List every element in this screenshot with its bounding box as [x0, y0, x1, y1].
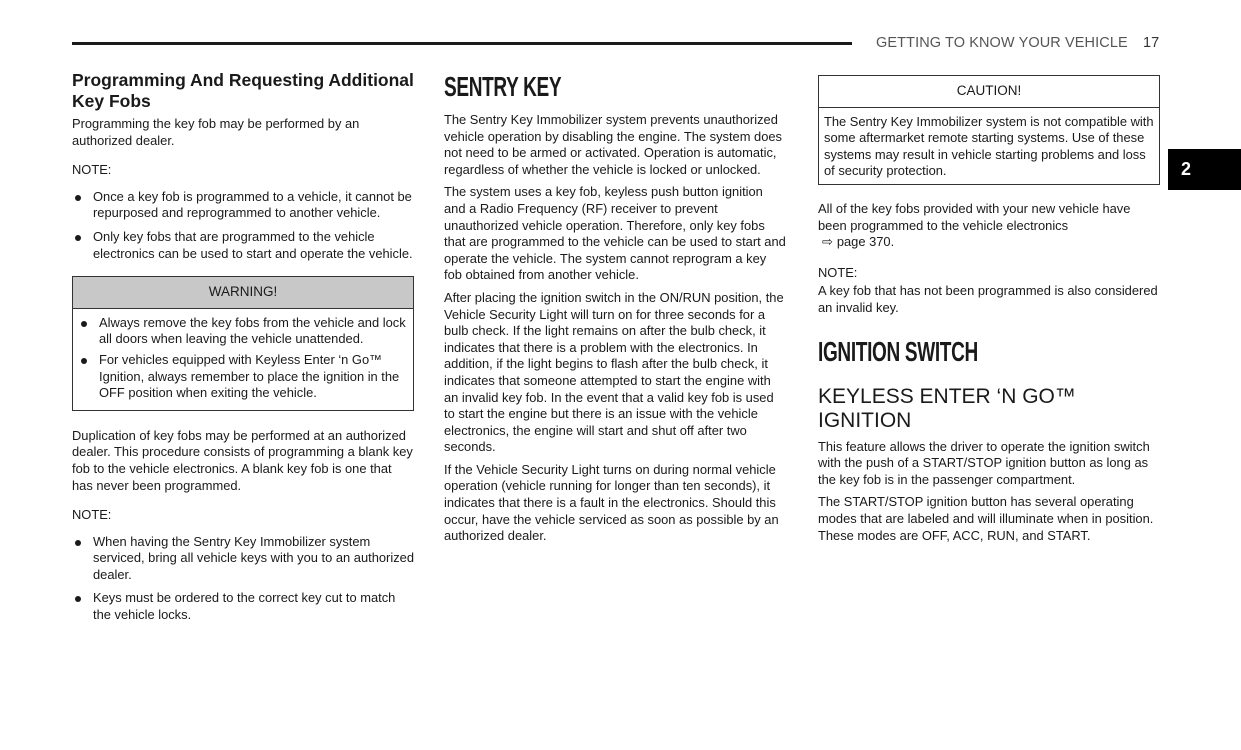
- caution-box: [818, 75, 1160, 185]
- note-label: NOTE:: [818, 264, 858, 280]
- list-item: Always remove the key fobs from the vehicle and lock all doors when leaving the vehicle unattended.: [78, 315, 408, 348]
- note-label: NOTE:: [72, 162, 112, 178]
- ignition-switch-heading: IGNITION SWITCH: [818, 335, 978, 367]
- page-reference-link[interactable]: page 370.: [836, 234, 895, 250]
- list-item: Only key fobs that are programmed to the vehicle electronics can be used to start and operate the vehicle.: [72, 229, 414, 262]
- column-2: [444, 72, 786, 551]
- section-title: GETTING TO KNOW YOUR VEHICLE: [876, 35, 1128, 51]
- column-3: [818, 75, 1160, 550]
- list-item: Once a key fob is programmed to a vehicle, it cannot be repurposed and reprogrammed to another vehicle.: [72, 189, 414, 222]
- paragraph: This feature allows the driver to operate the ignition switch with the push of a START/STOP ignition button as long as the key fob is in the passenger compartment.: [818, 438, 1150, 487]
- note-text: A key fob that has not been programmed is also considered an invalid key.: [818, 283, 1158, 315]
- column-1: [72, 70, 414, 631]
- warning-box: [72, 276, 414, 411]
- caution-text: The Sentry Key Immobilizer system is not compatible with some aftermarket remote starting systems. Use of these systems may result in vehicle starting problems and loss of security protection.: [824, 113, 1154, 179]
- note-list: [72, 534, 414, 624]
- list-item: For vehicles equipped with Keyless Enter ‘n Go™ Ignition, always remember to place the ignition in the OFF position when exiting the vehicle.: [78, 352, 408, 402]
- sentry-key-heading: SENTRY KEY: [444, 71, 562, 102]
- paragraph: The START/STOP ignition button has several operating modes that are labeled and will illuminate when in position. These modes are OFF, ACC, RUN, and START.: [818, 494, 1154, 543]
- note-list: [72, 189, 414, 262]
- section-heading: Programming And Requesting Additional Key Fobs: [72, 70, 414, 111]
- paragraph: The Sentry Key Immobilizer system prevents unauthorized vehicle operation by disabling the engine. The system does not need to be armed or activated. Operation is automatic, regardless of whether the vehicle is locked or unlocked.: [444, 112, 782, 177]
- note-label: NOTE:: [72, 507, 112, 523]
- chapter-tab[interactable]: 2: [1168, 149, 1241, 190]
- list-item: When having the Sentry Key Immobilizer system serviced, bring all vehicle keys with you to an authorized dealer.: [72, 534, 414, 584]
- paragraph: After placing the ignition switch in the ON/RUN position, the Vehicle Security Light will turn on for three seconds for a bulb check. If the light remains on after the bulb check, it indicates that there is a problem with the electronics. In addition, if the light begins to flash after the bulb check, it indicates that someone attempted to start the engine with an invalid key fob. In the event that a valid key fob is used to start the engine but there is an issue with the vehicle electronics, the engine will start and shut off after two seconds.: [444, 289, 784, 455]
- paragraph: If the Vehicle Security Light turns on during normal vehicle operation (vehicle running for longer than ten seconds), it indicates that there is a fault in the electronics. Should this occur, have the vehicle serviced as soon as possible by an authorized dealer.: [444, 461, 779, 544]
- page-number: 17: [1143, 35, 1160, 51]
- header-rule: [72, 42, 852, 45]
- arrow-right-icon: ⇨: [822, 234, 833, 250]
- caution-title: CAUTION!: [819, 76, 1159, 108]
- warning-title: WARNING!: [73, 277, 413, 309]
- keyless-subheading: KEYLESS ENTER ‘N GO™ IGNITION: [818, 384, 1076, 432]
- programmed-text: All of the key fobs provided with your new vehicle have been programmed to the vehicle electronics ⇨ page 370.: [818, 200, 1131, 250]
- intro-text: Programming the key fob may be performed by an authorized dealer.: [72, 116, 360, 148]
- duplication-text: Duplication of key fobs may be performed at an authorized dealer. This procedure consists of programming a blank key fob to the vehicle electronics. A blank key fob is one that has never been programmed.: [72, 427, 413, 493]
- list-item: Keys must be ordered to the correct key cut to match the vehicle locks.: [72, 590, 414, 623]
- paragraph: The system uses a key fob, keyless push button ignition and a Radio Frequency (RF) receiver to prevent unauthorized vehicle operation. Therefore, only key fobs that are programmed to the vehicle can be used to start and operate the vehicle. The system cannot reprogram a key fob obtained from another vehicle.: [444, 184, 786, 283]
